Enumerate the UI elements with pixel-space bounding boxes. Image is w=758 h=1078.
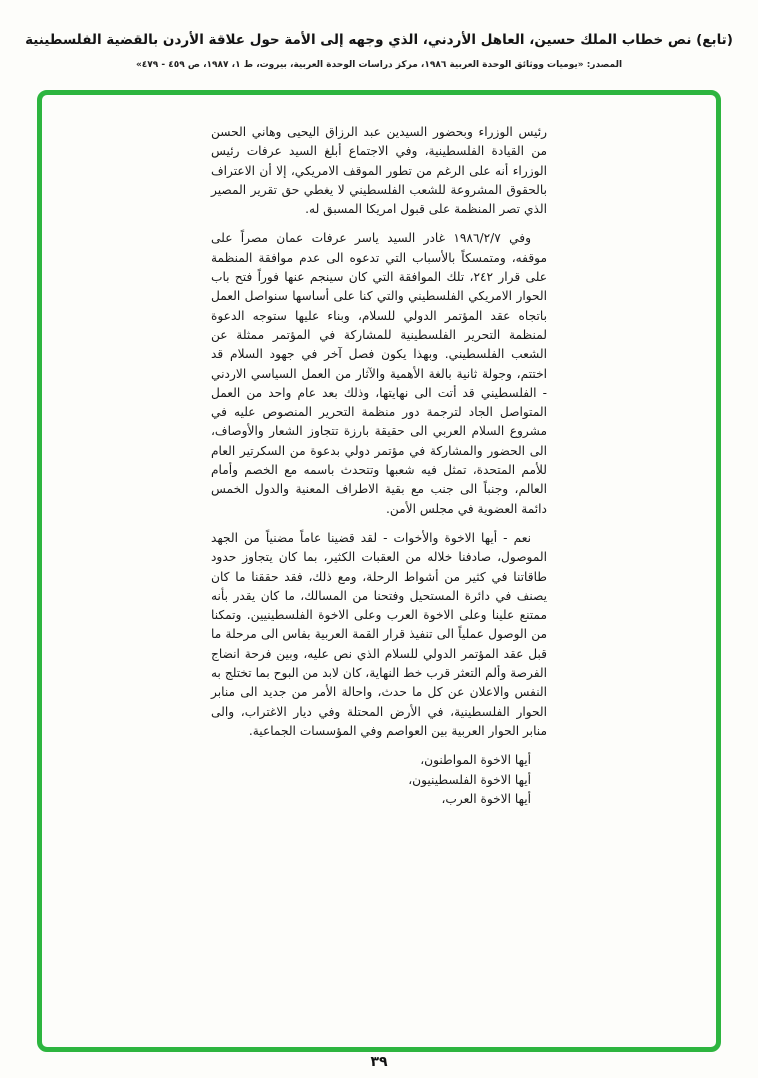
closing-line-citizens: أيها الاخوة المواطنون، [420,753,531,768]
closing-line-arabs: أيها الاخوة العرب، [441,791,531,806]
closing-line-palestinians: أيها الاخوة الفلسطينيون، [408,772,531,787]
green-border-frame [37,90,721,1052]
closing-salutations [211,751,547,809]
paragraph-address-brothers: نعم - أيها الاخوة والأخوات - لقد قضينا عاماً مضنياً من الجهد الموصول، صادفنا خلاله من العقبات الكثير، بما كان يتجاوز حدود طاقاتنا في كثير من أشواط الرحلة، ومع ذلك، فقد حققنا ما كان يصنف في دائرة المستحيل وفتحنا من المسالك، ما كان يقدر بأنه ممتنع علينا وعلى الاخوة العرب وعلى الاخوة الفلسطينيين. وتمكنا من الوصول عملياً الى تنفيذ قرار القمة العربية بفاس الى مرحلة ما قبل عقد المؤتمر الدولي للسلام الذي نص عليه، وبين فرحة انضاج الفرصة وألم التعثر قرب خط النهاية، كان لابد من البوح بما تختلج به النفس والاعلان عن كل ما حدث، واحالة الأمر من جديد الى منابر الحوار الفلسطينية، في الأرض المحتلة وفي ديار الاغتراب، والى منابر الحوار العربية بين العواصم وفي المؤسسات الجماعية. [211,530,547,738]
paragraph-departure-1986: وفي ١٩٨٦/٢/٧ غادر السيد ياسر عرفات عمان مصراً على موقفه، ومتمسكاً بالأسباب التي تدعوه الى عدم موافقة المنظمة على قرار ٢٤٢، تلك الموافقة التي كان سينجم عنها فوراً فتح باب الحوار الامريكي الفلسطيني والتي كنا على أساسها سنواصل العمل باتجاه عقد المؤتمر الدولي للسلام، وبناء عليها ستوجه الدعوة لمنظمة التحرير الفلسطينية للمشاركة في المؤتمر ممثلة عن الشعب الفلسطيني. وبهذا يكون فصل آخر في جهود السلام قد اختتم، وجولة ثانية بالغة الأهمية والآثار من العمل السياسي الاردني - الفلسطيني قد أتت الى نهايتها، وذلك بعد عام واحد من العمل المتواصل الجاد لترجمة دور منظمة التحرير المنصوص عليه في مشروع السلام العربي الى حقيقة بارزة تتجاوز الشعار والأوصاف، الى الحضور والمشاركة في مؤتمر دولي بدعوة من السكرتير العام للأمم المتحدة، تمثل فيه شعبها وتتحدث باسمه مع الخصم وأمام العالم، وجنباً الى جنب مع بقية الاطراف المعنية والدول الخمس دائمة العضوية في مجلس الأمن. [211,231,548,516]
paragraph-continuation: رئيس الوزراء وبحضور السيدين عبد الرزاق اليحيى وهاني الحسن من القيادة الفلسطينية، وفي الاجتماع أبلغ السيد عرفات رئيس الوزراء أنه على الرغم من تطور الموقف الامريكي، إلا أن الاعتراف بالحقوق المشروعة للشعب الفلسطيني لا يغطي حق تقرير المصير الذي تصر المنظمة على قبول امريكا المسبق له. [211,125,547,217]
body-text-column [211,123,547,809]
page-number: ٣٩ [370,1054,388,1070]
document-title: (تابع) نص خطاب الملك حسين، العاهل الأردني، الذي وجهه إلى الأمة حول علاقة الأردن بالقضية الفلسطينية [25,32,733,48]
source-citation: المصدر: «يوميات ووثائق الوحدة العربية ١٩٨٦، مركز دراسات الوحدة العربية، بيروت، ط ١، ١٩٨٧، ص ٤٥٩ - ٤٧٩» [135,60,623,70]
